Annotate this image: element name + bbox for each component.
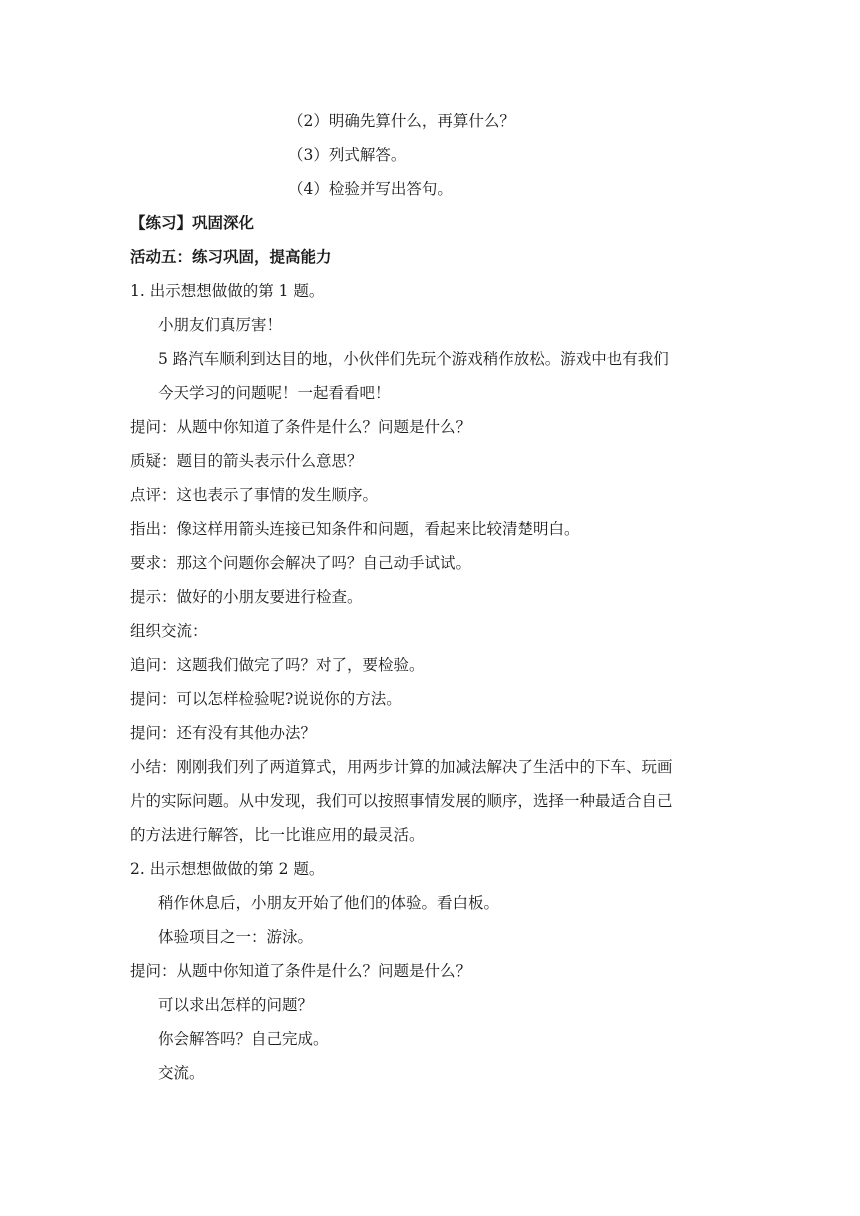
- item-2-para-1: 稍作休息后，小朋友开始了他们的体验。看白板。: [158, 894, 500, 912]
- item-1-question-8: 追问：这题我们做完了吗？对了，要检验。: [130, 656, 425, 674]
- item-2-question-2: 可以求出怎样的问题？: [158, 996, 314, 1014]
- item-1-para-2b: 今天学习的问题呢！一起看看吧！: [158, 384, 391, 402]
- activity-heading: 活动五：练习巩固，提高能力: [130, 247, 332, 266]
- item-2-question-3: 你会解答吗？自己完成。: [158, 1030, 329, 1048]
- item-1-summary-line-1: 小结：刚刚我们列了两道算式，用两步计算的加减法解决了生活中的下车、玩画: [130, 758, 673, 776]
- item-1-para-2a: 5 路汽车顺利到达目的地，小伙伴们先玩个游戏稍作放松。游戏中也有我们: [158, 350, 669, 368]
- item-1-summary-line-2: 片的实际问题。从中发现，我们可以按照事情发展的顺序，选择一种最适合自己: [130, 792, 673, 810]
- step-4: （4）检验并写出答句。: [288, 180, 453, 198]
- item-1-question-1: 提问：从题中你知道了条件是什么？问题是什么？: [130, 418, 472, 436]
- item-2-para-2: 体验项目之一：游泳。: [158, 928, 314, 946]
- item-1-question-4: 指出：像这样用箭头连接已知条件和问题，看起来比较清楚明白。: [130, 520, 580, 538]
- item-1-question-9: 提问：可以怎样检验呢?说说你的方法。: [130, 690, 402, 708]
- item-2-question-1: 提问：从题中你知道了条件是什么？问题是什么？: [130, 962, 472, 980]
- item-1-summary-line-3: 的方法进行解答，比一比谁应用的最灵活。: [130, 826, 425, 844]
- item-1-question-7: 组织交流：: [130, 622, 208, 640]
- step-3: （3）列式解答。: [288, 146, 407, 164]
- step-2: （2）明确先算什么，再算什么？: [288, 112, 515, 130]
- section-heading: 【练习】巩固深化: [130, 213, 255, 232]
- item-1-question-2: 质疑：题目的箭头表示什么意思？: [130, 452, 363, 470]
- item-1-question-3: 点评：这也表示了事情的发生顺序。: [130, 486, 379, 504]
- item-1-question-6: 提示：做好的小朋友要进行检查。: [130, 588, 363, 606]
- item-1-question-5: 要求：那这个问题你会解决了吗？自己动手试试。: [130, 554, 472, 572]
- item-2-question-4: 交流。: [158, 1064, 205, 1082]
- item-1-title: 1. 出示想想做做的第 1 题。: [130, 282, 325, 300]
- item-1-question-10: 提问：还有没有其他办法？: [130, 724, 317, 742]
- item-2-title: 2. 出示想想做做的第 2 题。: [130, 860, 325, 878]
- item-1-para-1: 小朋友们真厉害！: [158, 316, 283, 334]
